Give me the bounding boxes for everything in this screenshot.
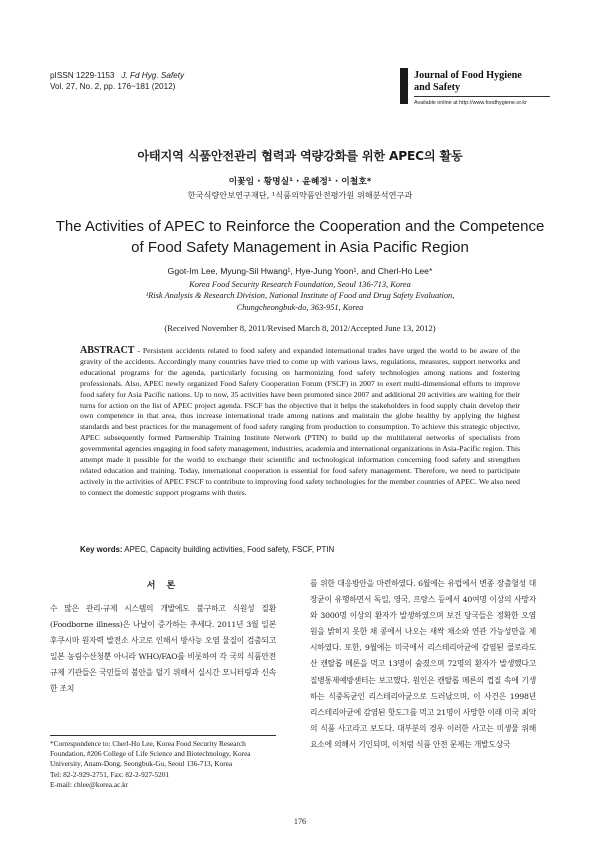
journal-logo-bar bbox=[400, 68, 408, 104]
affiliation-line3: Chungcheongbuk-do, 363-951, Korea bbox=[236, 302, 364, 312]
journal-name bbox=[414, 70, 522, 94]
correspondence-footnote bbox=[50, 739, 282, 790]
footnote-email: E-mail: chlee@korea.ac.kr bbox=[50, 779, 129, 789]
received-dates: (Received November 8, 2011/Revised March 8, 2012/Accepted June 13, 2012) bbox=[164, 323, 436, 333]
available-online: Available online at http://www.foodhygiene.or.kr bbox=[414, 100, 527, 106]
footnote-divider bbox=[50, 735, 276, 736]
journal-citation bbox=[50, 70, 184, 92]
english-affiliation bbox=[40, 279, 560, 313]
english-title-line2: of Food Safety Management in Asia Pacific Region bbox=[131, 239, 469, 256]
abstract-label: ABSTRACT bbox=[80, 345, 135, 356]
english-title bbox=[40, 216, 560, 258]
keywords-label: Key words: bbox=[80, 545, 123, 554]
english-authors: Ggot-Im Lee, Myung-Sil Hwang¹, Hye-Jung Yoon¹, and Cherl-Ho Lee* bbox=[167, 266, 433, 276]
keywords-text: APEC, Capacity building activities, Food safety, FSCF, PTIN bbox=[122, 545, 335, 554]
body-right-column: 를 위한 대응방안을 마련하였다. 6월에는 유럽에서 변종 장출혈성 대장균이 유행하면서 독일, 영국, 프랑스 등에서 40여명 이상의 사망자와 3000명 이상의 환자가 발생하였으며 보건 당국들은 정확한 오염원을 밝히지 못한 채 콩에서 나오는 새싹 채소와 연관 가능성만을 제시하였다. 또한, 9월에는 미국에서 리스테리아균에 감염된 콜로라도산 캔탈롭 메론을 먹고 13명이 숨졌으며 72명의 환자가 발생했다고 질병통제예방센터는 보고했다. 원인은 캔탈롭 메론의 껍질 속에 기생하는 식중독균인 리스테리아균으로 드러났으며, 이 사건은 1998년 리스테리아균에 감염된 핫도그를 먹고 21명이 사망한 이래 미국 최악의 식품 사고라고 보도다. 대부분의 경우 이러한 사고는 미생물 위해요소에 의해서 기인되며, 이처럼 식품 안전 문제는 개발도상국 bbox=[310, 579, 536, 749]
footnote-address: *Correspondence to: Cherl-Ho Lee, Korea Food Security Research Foundation, #206 College of Life Science and Biotechnology, Korea University, Anam-Dong, Seongbuk-Gu, Seoul 136-713, Korea bbox=[50, 739, 251, 769]
journal-name-line2: and Safety bbox=[414, 82, 461, 93]
issn: pISSN 1229-1153 bbox=[50, 71, 115, 80]
affiliation-line1: Korea Food Security Research Foundation, Seoul 136-713, Korea bbox=[189, 280, 411, 289]
affiliation-line2: ¹Risk Analysis & Research Division, National Institute of Food and Drug Safety Evaluation, bbox=[145, 291, 455, 301]
page-number: 176 bbox=[293, 817, 307, 826]
abstract bbox=[80, 346, 520, 499]
korean-title: 아태지역 식품안전관리 협력과 역량강화를 위한 APEC의 활동 bbox=[137, 149, 463, 163]
journal-divider bbox=[414, 96, 550, 97]
korean-authors: 이꽃임 · 황명실¹ · 윤혜정¹ · 이철호* bbox=[228, 177, 372, 187]
footnote-phone: Tel: 82-2-929-2751, Fax: 82-2-927-5201 bbox=[50, 769, 170, 779]
volume-line: Vol. 27, No. 2, pp. 176~181 (2012) bbox=[50, 82, 176, 91]
abstract-text: - Persistent accidents related to food safety and expanded international trades have urged the world to be aware of the gravity of the accidents. Accordingly many countries have tried to come up with various laws, regulations, measures, support networks and educational programs for the agenda, particularly focusing on harmonizing food safety technologies among nations and fostering professionals. Also, APEC newly organized Food Safety Cooperation Forum (FSCF) in 2007 to exert multi-dimensional efforts to improve food safety for Asia Pacific nations. Up to now, 35 activities have been promoted since 2007 and additional 20 activities are waiting for their turns for action on the list of APEC project agenda. FSCF has the objective that it helps the stakeholders in food supply chain develop their own competence in that area, thus increase international trade among nations and maintain the globe healthy by applying the highest standards and best practices for the management of food safety ranging from production to consumption. To achieve this strategic objective, APEC subsequently formed Partnership Training Institute Network (PTIN) to build up the multilateral networks of specialists from governmental agencies engaging in food safety management, industries, academia and international organizations in Asia-Pacific region. This attempt made it possible for the world to exchange their scientific and technological information concerning food safety and strengthen related education and training. Today, international cooperation is essential for food safety management. Therefore, we need to participate actively in the activities of APEC FSCF to contribute to improving food safety technologies for the member countries of APEC. We also need to connect the domestic support programs with theirs. bbox=[80, 346, 520, 497]
section-heading-introduction: 서 론 bbox=[146, 581, 180, 591]
keywords bbox=[80, 545, 520, 554]
korean-affiliation: 한국식량안보연구재단, ¹식품의약품안전평가원 위해분석연구과 bbox=[187, 190, 413, 200]
journal-name-line1: Journal of Food Hygiene bbox=[414, 70, 522, 81]
english-title-line1: The Activities of APEC to Reinforce the Cooperation and the Competence bbox=[55, 218, 545, 235]
body-left-column: 수 많은 관리·규제 시스템의 개발에도 불구하고 식원성 질환(Foodborne illness)은 나날이 증가하는 추세다. 2011년 3월 일본 후쿠시마 원자력 발전소 사고로 인해서 방사능 오염 물질이 검출되고 일본 농림수산청뿐 아니라 WHO/FAO를 비롯하여 각 국의 식품안전 규제 기관들은 국민들의 불안을 덜기 위해서 실시간 모니터링과 신속한 조치 bbox=[50, 604, 276, 694]
journal-abbrev: J. Fd Hyg. Safety bbox=[121, 71, 185, 80]
